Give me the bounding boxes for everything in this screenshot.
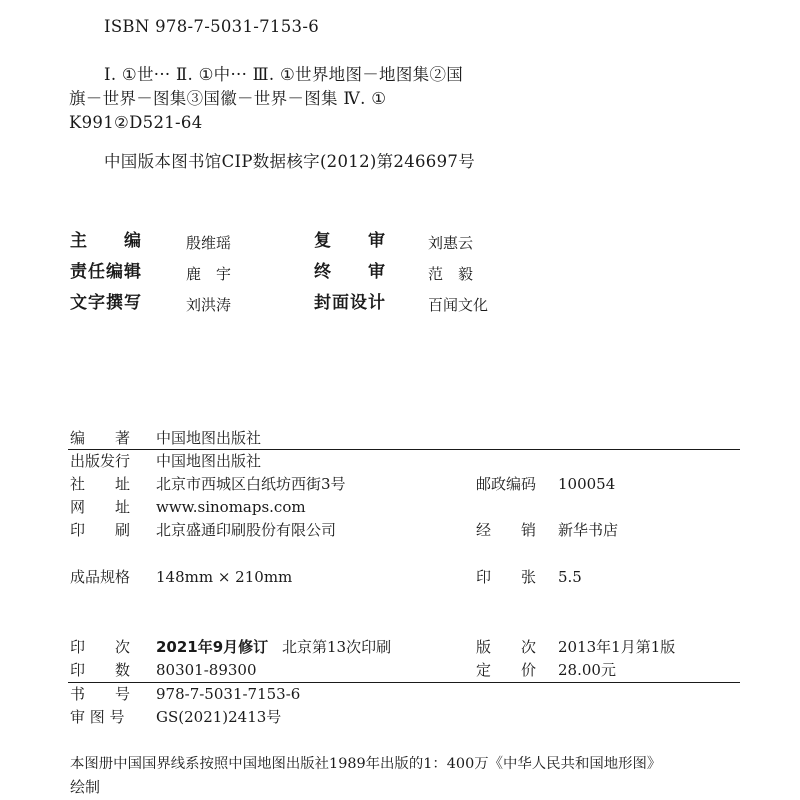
credit-value-responsible-editor: 鹿 宇 (186, 265, 232, 283)
postcode-label: 邮政编码 (476, 475, 537, 493)
address-label: 社 址 (70, 475, 131, 493)
book-number-label: 书 号 (70, 685, 131, 703)
printing-value-revision: 2021年9月修订 (156, 638, 269, 656)
credit-value-chief-editor: 殷维瑶 (186, 234, 232, 252)
classification-line-3: K991②D521-64 (69, 113, 203, 132)
website-label: 网 址 (70, 498, 131, 516)
classification-line-2: 旗－世界－图集③国徽－世界－图集 Ⅳ. ① (69, 89, 387, 108)
postcode-value: 100054 (558, 475, 616, 493)
credit-label-cover-design: 封面设计 (314, 293, 386, 313)
divider-rule-1 (68, 449, 740, 450)
credit-value-text-writer: 刘洪涛 (186, 296, 232, 314)
editor-label: 编 著 (70, 429, 131, 447)
printer-value: 北京盛通印刷股份有限公司 (156, 521, 337, 539)
print-run-value: 80301-89300 (156, 661, 257, 679)
map-review-label: 审 图 号 (70, 708, 125, 726)
cip-number: 中国版本图书馆CIP数据核字(2012)第246697号 (104, 152, 475, 171)
price-label: 定 价 (476, 661, 537, 679)
credit-label-text-writer: 文字撰写 (70, 293, 142, 313)
printer-label: 印 刷 (70, 521, 131, 539)
price-value: 28.00元 (558, 661, 616, 679)
edition-label: 版 次 (476, 638, 537, 656)
credit-value-second-review: 刘惠云 (428, 234, 474, 252)
border-note-line-1: 本图册中国国界线系按照中国地图出版社1989年出版的1：400万《中华人民共和国地形图》 (70, 756, 662, 772)
credit-value-final-review: 范 毅 (428, 265, 474, 283)
sheets-value: 5.5 (558, 568, 582, 586)
divider-rule-2 (68, 682, 740, 683)
credit-label-chief-editor: 主 编 (70, 231, 142, 251)
credit-value-cover-design: 百闻文化 (428, 296, 489, 314)
book-number-value: 978-7-5031-7153-6 (156, 685, 301, 703)
distributor-value: 新华书店 (558, 521, 619, 539)
print-run-label: 印 数 (70, 661, 131, 679)
website-value: www.sinomaps.com (156, 498, 306, 516)
distributor-label: 经 销 (476, 521, 537, 539)
format-label: 成品规格 (70, 568, 131, 586)
border-note-line-2: 绘制 (70, 778, 101, 796)
classification-line-1: Ⅰ. ①世··· Ⅱ. ①中··· Ⅲ. ①世界地图－地图集②国 (104, 65, 464, 84)
credit-label-responsible-editor: 责任编辑 (70, 262, 142, 282)
credit-label-final-review: 终 审 (314, 262, 386, 282)
issuer-label: 出版发行 (70, 452, 131, 470)
printing-value-impression: 北京第13次印刷 (282, 638, 392, 656)
editor-value: 中国地图出版社 (156, 429, 262, 447)
printing-label: 印 次 (70, 638, 131, 656)
issuer-value: 中国地图出版社 (156, 452, 262, 470)
edition-value: 2013年1月第1版 (558, 638, 676, 656)
address-value: 北京市西城区白纸坊西街3号 (156, 475, 346, 493)
credit-label-second-review: 复 审 (314, 231, 386, 251)
sheets-label: 印 张 (476, 568, 537, 586)
map-review-value: GS(2021)2413号 (156, 708, 282, 726)
isbn-line: ISBN 978-7-5031-7153-6 (104, 17, 320, 36)
format-value: 148mm × 210mm (156, 568, 293, 586)
